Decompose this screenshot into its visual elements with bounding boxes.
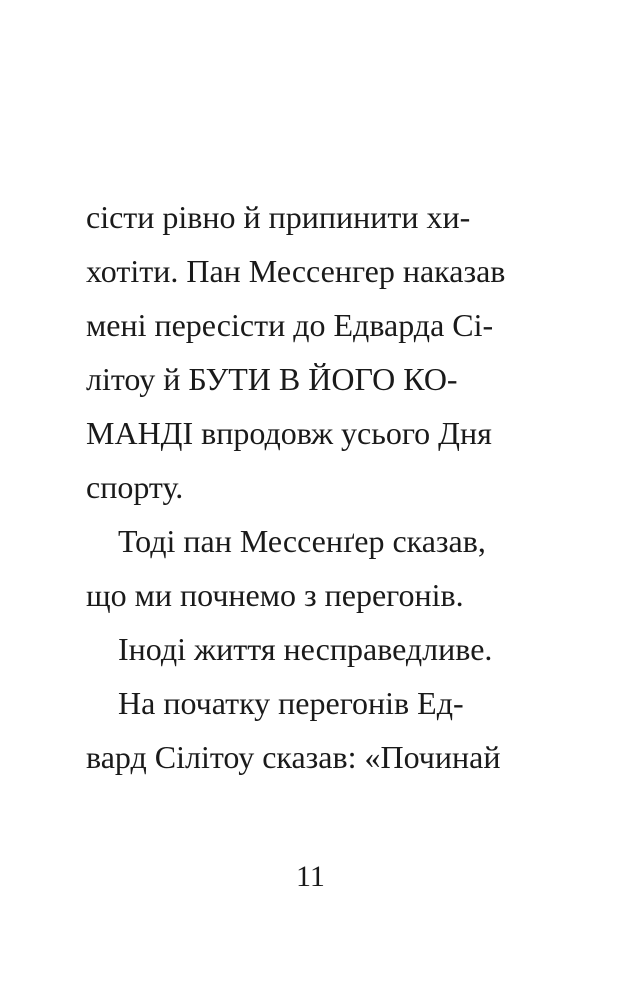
page-number: 11 xyxy=(296,860,325,893)
text-line: хотіти. Пан Мессенгер наказав xyxy=(86,253,506,289)
paragraph-start-line: Іноді життя несправедливе. xyxy=(118,631,493,667)
body-text xyxy=(86,190,536,784)
paragraph-start-line: Тоді пан Мессенґер сказав, xyxy=(118,523,486,559)
text-line: сісти рівно й припинити хи- xyxy=(86,199,471,235)
paragraph-start-line: На початку перегонів Ед- xyxy=(118,685,464,721)
text-line: літоу й БУТИ В ЙОГО КО- xyxy=(86,361,458,397)
text-line: вард Сілітоу сказав: «Починай xyxy=(86,739,501,775)
text-line: спорту. xyxy=(86,469,184,505)
text-line: МАНДІ впродовж усього Дня xyxy=(86,415,492,451)
text-line: що ми почнемо з перегонів. xyxy=(86,577,464,613)
text-line: мені пересісти до Едварда Сі- xyxy=(86,307,494,343)
